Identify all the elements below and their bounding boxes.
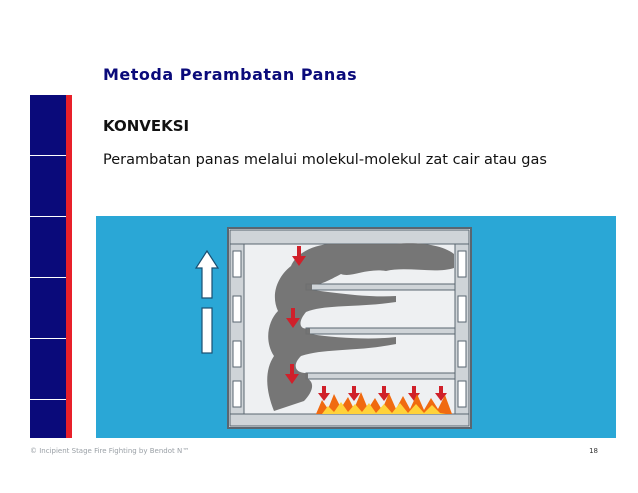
sidebar-divider [30,338,66,339]
sidebar-divider [30,155,66,156]
slide-title: Metoda Perambatan Panas [103,65,358,84]
building-diagram [96,216,616,438]
title-divider [30,94,608,95]
sidebar-divider [30,399,66,400]
sidebar-divider [30,216,66,217]
sidebar-divider [30,277,66,278]
convection-illustration [96,216,616,438]
page-number: 18 [589,447,598,455]
sidebar-red-bar [66,94,72,438]
slide-subtitle: KONVEKSI [103,117,190,135]
slide-description: Perambatan panas melalui molekul-molekul zat cair atau gas [103,152,547,168]
upward-arrow-icon [196,251,218,353]
footer-copyright: © Incipient Stage Fire Fighting by Bendot N™ [30,447,190,455]
sidebar-blue-bar [30,94,66,438]
